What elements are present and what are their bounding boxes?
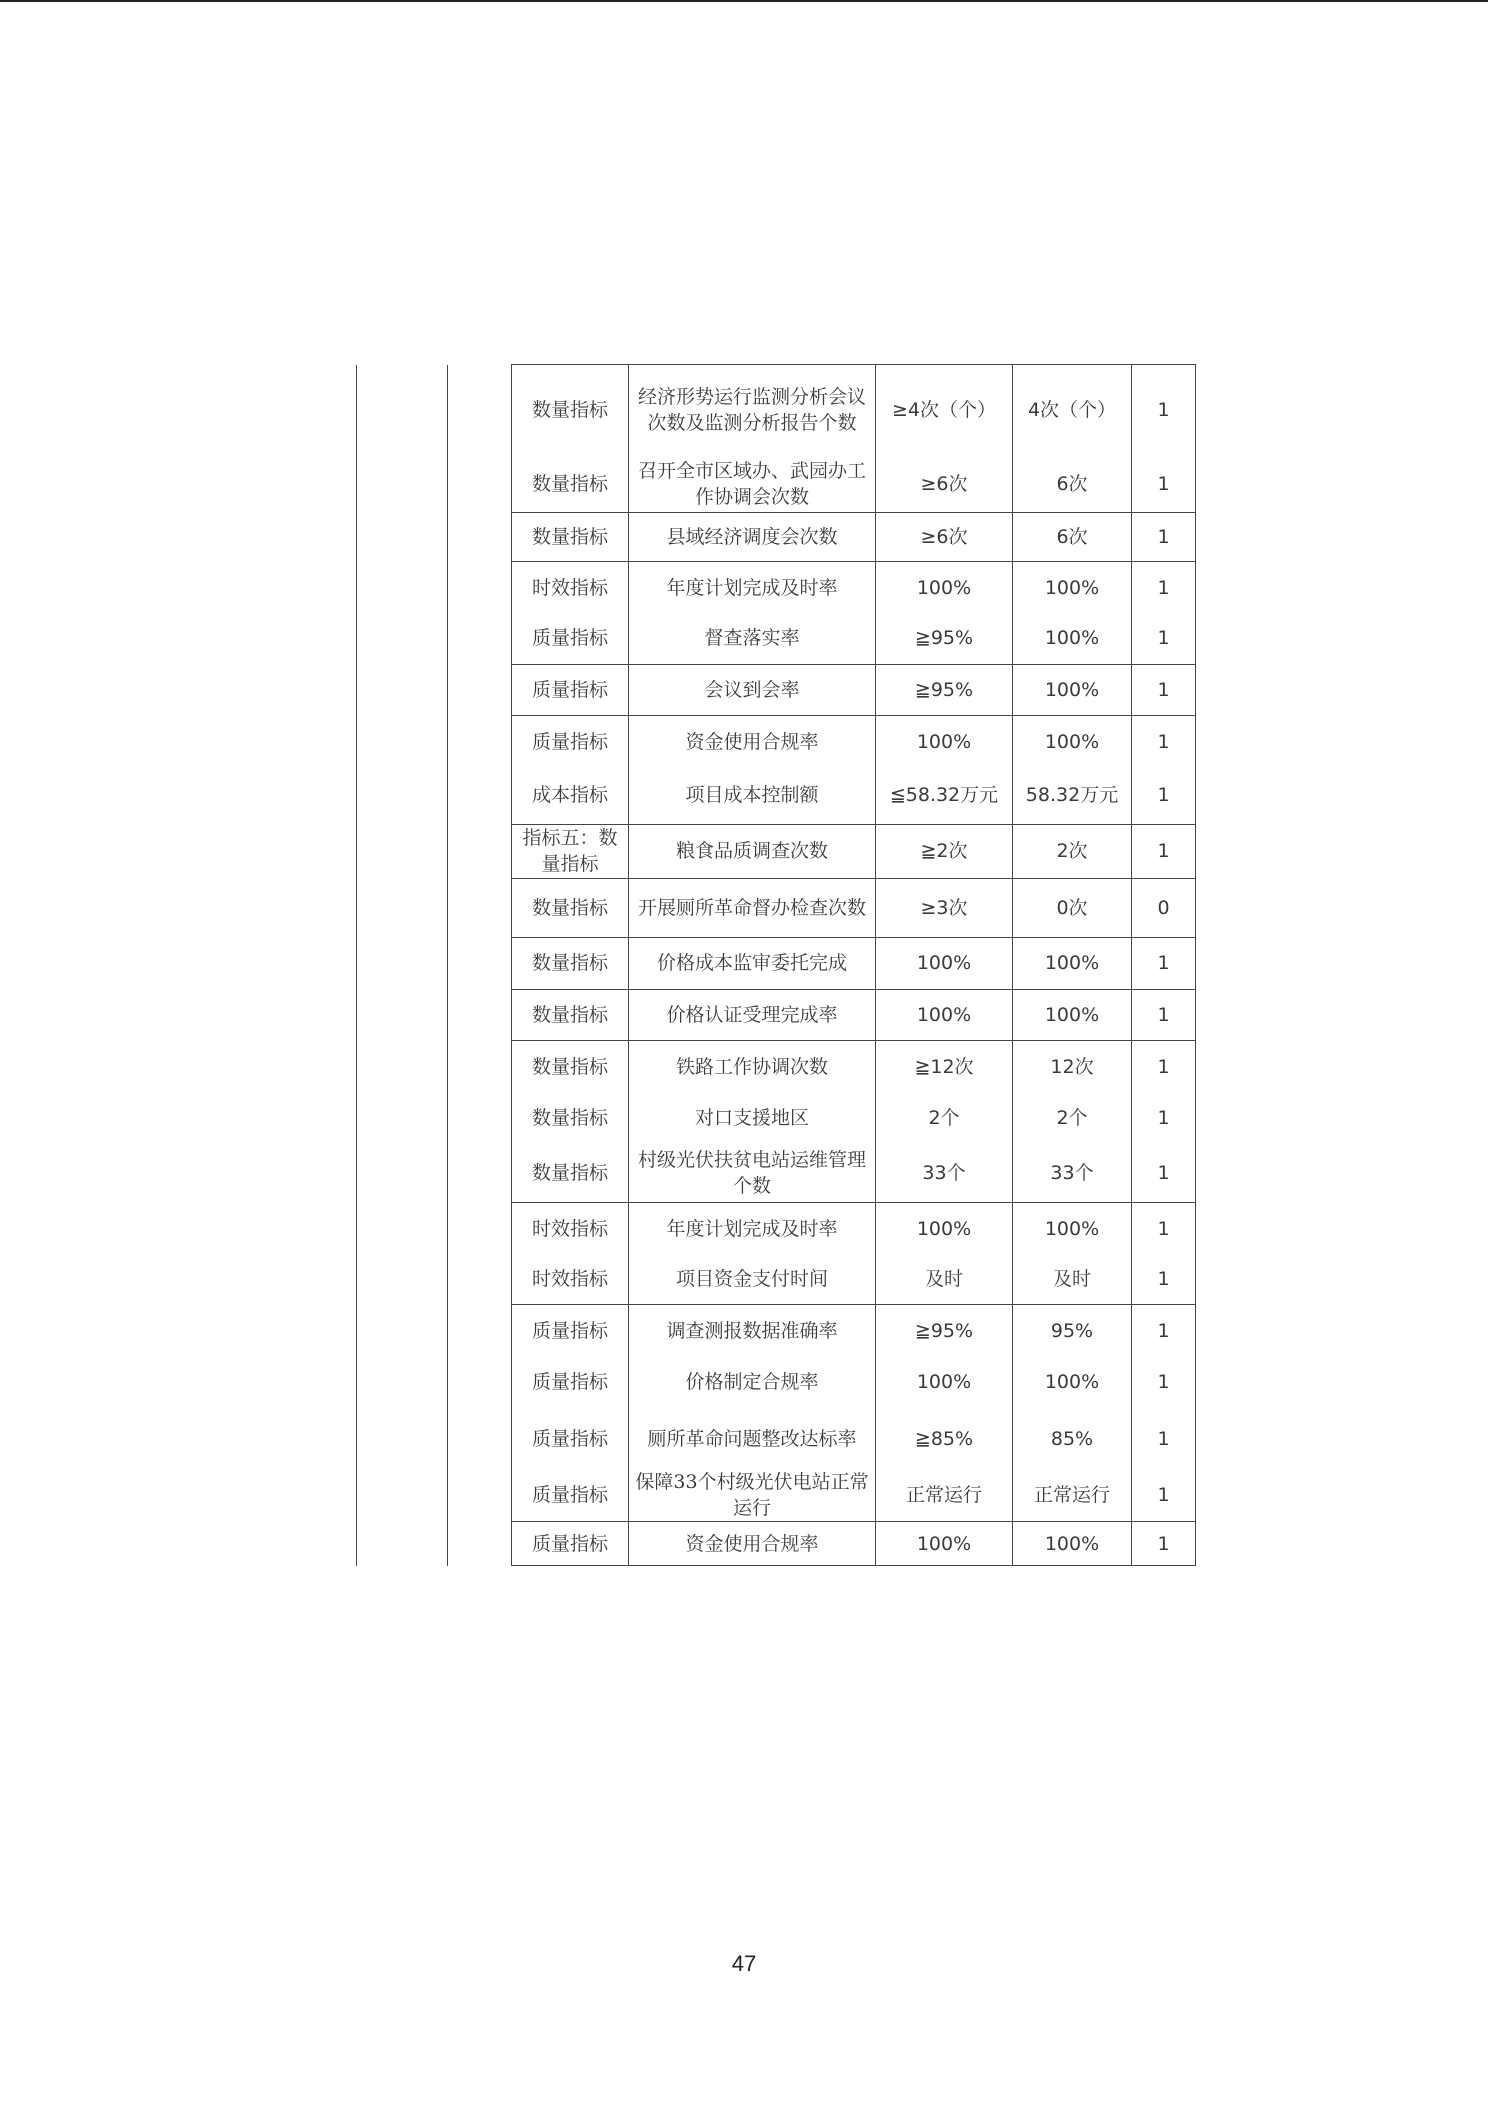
target-value-cell: 2个 bbox=[876, 1093, 1013, 1144]
table-row bbox=[357, 562, 1196, 614]
inner-blank-cell bbox=[448, 989, 512, 1041]
score-cell: 1 bbox=[1132, 1093, 1196, 1144]
indicator-cell: 督查落实率 bbox=[629, 613, 876, 664]
target-value-cell: 正常运行 bbox=[876, 1468, 1013, 1521]
target-value-cell: ≧95% bbox=[876, 613, 1013, 664]
inner-blank-cell bbox=[448, 716, 512, 767]
table-row bbox=[357, 1093, 1196, 1144]
score-cell: 1 bbox=[1132, 513, 1196, 562]
category-cell: 数量指标 bbox=[512, 1093, 629, 1144]
table-row bbox=[357, 613, 1196, 664]
score-cell: 1 bbox=[1132, 613, 1196, 664]
outer-blank-cell bbox=[357, 1522, 448, 1566]
table-row bbox=[357, 1202, 1196, 1254]
target-value-cell: ≧95% bbox=[876, 664, 1013, 716]
score-cell: 1 bbox=[1132, 937, 1196, 989]
target-value-cell: ≥6次 bbox=[876, 456, 1013, 513]
indicator-cell: 经济形势运行监测分析会议次数及监测分析报告个数 bbox=[629, 365, 876, 456]
category-cell: 质量指标 bbox=[512, 1356, 629, 1409]
target-value-cell: ≧12次 bbox=[876, 1041, 1013, 1093]
score-cell: 1 bbox=[1132, 365, 1196, 456]
indicator-cell: 项目成本控制额 bbox=[629, 767, 876, 825]
indicator-cell: 价格制定合规率 bbox=[629, 1356, 876, 1409]
category-cell: 数量指标 bbox=[512, 456, 629, 513]
target-value-cell: 100% bbox=[876, 1522, 1013, 1566]
category-cell: 数量指标 bbox=[512, 937, 629, 989]
category-cell: 数量指标 bbox=[512, 878, 629, 937]
actual-value-cell: 85% bbox=[1013, 1409, 1132, 1469]
category-cell: 时效指标 bbox=[512, 1254, 629, 1305]
indicator-cell: 调查测报数据准确率 bbox=[629, 1305, 876, 1356]
actual-value-cell: 2次 bbox=[1013, 825, 1132, 879]
category-cell: 数量指标 bbox=[512, 1041, 629, 1093]
indicator-cell: 价格成本监审委托完成 bbox=[629, 937, 876, 989]
table-row bbox=[357, 456, 1196, 513]
table-body bbox=[357, 365, 1196, 1566]
inner-blank-cell bbox=[448, 1041, 512, 1093]
category-cell: 数量指标 bbox=[512, 989, 629, 1041]
outer-blank-cell bbox=[357, 1305, 448, 1356]
outer-blank-cell bbox=[357, 365, 448, 456]
inner-blank-cell bbox=[448, 562, 512, 614]
outer-blank-cell bbox=[357, 1041, 448, 1093]
score-cell: 1 bbox=[1132, 1143, 1196, 1202]
table-row bbox=[357, 664, 1196, 716]
inner-blank-cell bbox=[448, 878, 512, 937]
actual-value-cell: 100% bbox=[1013, 562, 1132, 614]
actual-value-cell: 58.32万元 bbox=[1013, 767, 1132, 825]
target-value-cell: ≥6次 bbox=[876, 513, 1013, 562]
category-cell: 质量指标 bbox=[512, 1468, 629, 1521]
target-value-cell: ≥3次 bbox=[876, 878, 1013, 937]
table-row bbox=[357, 1305, 1196, 1356]
indicator-cell: 厕所革命问题整改达标率 bbox=[629, 1409, 876, 1469]
inner-blank-cell bbox=[448, 1356, 512, 1409]
inner-blank-cell bbox=[448, 613, 512, 664]
inner-blank-cell bbox=[448, 1093, 512, 1144]
outer-blank-cell bbox=[357, 613, 448, 664]
category-cell: 成本指标 bbox=[512, 767, 629, 825]
outer-blank-cell bbox=[357, 937, 448, 989]
target-value-cell: 100% bbox=[876, 1202, 1013, 1254]
category-cell: 质量指标 bbox=[512, 613, 629, 664]
score-cell: 1 bbox=[1132, 1522, 1196, 1566]
target-value-cell: ≦58.32万元 bbox=[876, 767, 1013, 825]
category-cell: 质量指标 bbox=[512, 716, 629, 767]
score-cell: 1 bbox=[1132, 1202, 1196, 1254]
actual-value-cell: 95% bbox=[1013, 1305, 1132, 1356]
indicator-cell: 县域经济调度会次数 bbox=[629, 513, 876, 562]
actual-value-cell: 正常运行 bbox=[1013, 1468, 1132, 1521]
indicator-cell: 年度计划完成及时率 bbox=[629, 1202, 876, 1254]
inner-blank-cell bbox=[448, 664, 512, 716]
score-cell: 1 bbox=[1132, 562, 1196, 614]
table-row bbox=[357, 365, 1196, 456]
actual-value-cell: 0次 bbox=[1013, 878, 1132, 937]
actual-value-cell: 6次 bbox=[1013, 456, 1132, 513]
indicator-cell: 项目资金支付时间 bbox=[629, 1254, 876, 1305]
indicator-cell: 村级光伏扶贫电站运维管理个数 bbox=[629, 1143, 876, 1202]
actual-value-cell: 6次 bbox=[1013, 513, 1132, 562]
category-cell: 质量指标 bbox=[512, 1305, 629, 1356]
category-cell: 数量指标 bbox=[512, 1143, 629, 1202]
outer-blank-cell bbox=[357, 1254, 448, 1305]
category-cell: 数量指标 bbox=[512, 513, 629, 562]
score-cell: 0 bbox=[1132, 878, 1196, 937]
target-value-cell: ≥4次（个） bbox=[876, 365, 1013, 456]
actual-value-cell: 100% bbox=[1013, 1356, 1132, 1409]
indicator-cell: 资金使用合规率 bbox=[629, 1522, 876, 1566]
category-cell: 指标五：数量指标 bbox=[512, 825, 629, 879]
table-row bbox=[357, 825, 1196, 879]
table-row bbox=[357, 937, 1196, 989]
inner-blank-cell bbox=[448, 1143, 512, 1202]
performance-indicator-table bbox=[356, 364, 1196, 1566]
outer-blank-cell bbox=[357, 562, 448, 614]
score-cell: 1 bbox=[1132, 716, 1196, 767]
table-row bbox=[357, 878, 1196, 937]
target-value-cell: 100% bbox=[876, 937, 1013, 989]
actual-value-cell: 100% bbox=[1013, 937, 1132, 989]
table-row bbox=[357, 1522, 1196, 1566]
indicator-cell: 粮食品质调查次数 bbox=[629, 825, 876, 879]
inner-blank-cell bbox=[448, 1305, 512, 1356]
outer-blank-cell bbox=[357, 456, 448, 513]
indicator-cell: 召开全市区域办、武园办工作协调会次数 bbox=[629, 456, 876, 513]
score-cell: 1 bbox=[1132, 1468, 1196, 1521]
target-value-cell: 33个 bbox=[876, 1143, 1013, 1202]
inner-blank-cell bbox=[448, 513, 512, 562]
outer-blank-cell bbox=[357, 989, 448, 1041]
outer-blank-cell bbox=[357, 1143, 448, 1202]
inner-blank-cell bbox=[448, 767, 512, 825]
target-value-cell: 100% bbox=[876, 989, 1013, 1041]
actual-value-cell: 及时 bbox=[1013, 1254, 1132, 1305]
indicator-cell: 开展厕所革命督办检查次数 bbox=[629, 878, 876, 937]
page-top-border bbox=[0, 0, 1488, 2]
page-number: 47 bbox=[731, 1951, 757, 1976]
outer-blank-cell bbox=[357, 1409, 448, 1469]
actual-value-cell: 33个 bbox=[1013, 1143, 1132, 1202]
inner-blank-cell bbox=[448, 365, 512, 456]
inner-blank-cell bbox=[448, 1254, 512, 1305]
inner-blank-cell bbox=[448, 1468, 512, 1521]
inner-blank-cell bbox=[448, 456, 512, 513]
target-value-cell: ≧2次 bbox=[876, 825, 1013, 879]
outer-blank-cell bbox=[357, 767, 448, 825]
score-cell: 1 bbox=[1132, 825, 1196, 879]
outer-blank-cell bbox=[357, 716, 448, 767]
actual-value-cell: 100% bbox=[1013, 1202, 1132, 1254]
actual-value-cell: 100% bbox=[1013, 1522, 1132, 1566]
inner-blank-cell bbox=[448, 937, 512, 989]
outer-blank-cell bbox=[357, 878, 448, 937]
table-row bbox=[357, 1468, 1196, 1521]
target-value-cell: ≧85% bbox=[876, 1409, 1013, 1469]
performance-indicator-table-wrapper bbox=[356, 364, 1195, 1566]
score-cell: 1 bbox=[1132, 1356, 1196, 1409]
actual-value-cell: 100% bbox=[1013, 664, 1132, 716]
score-cell: 1 bbox=[1132, 456, 1196, 513]
target-value-cell: 100% bbox=[876, 1356, 1013, 1409]
category-cell: 时效指标 bbox=[512, 562, 629, 614]
actual-value-cell: 2个 bbox=[1013, 1093, 1132, 1144]
indicator-cell: 价格认证受理完成率 bbox=[629, 989, 876, 1041]
table-row bbox=[357, 767, 1196, 825]
actual-value-cell: 100% bbox=[1013, 989, 1132, 1041]
table-row bbox=[357, 513, 1196, 562]
table-row bbox=[357, 1143, 1196, 1202]
indicator-cell: 铁路工作协调次数 bbox=[629, 1041, 876, 1093]
outer-blank-cell bbox=[357, 1202, 448, 1254]
outer-blank-cell bbox=[357, 1093, 448, 1144]
table-row bbox=[357, 1409, 1196, 1469]
score-cell: 1 bbox=[1132, 767, 1196, 825]
outer-blank-cell bbox=[357, 1356, 448, 1409]
target-value-cell: 100% bbox=[876, 716, 1013, 767]
table-row bbox=[357, 989, 1196, 1041]
category-cell: 质量指标 bbox=[512, 664, 629, 716]
score-cell: 1 bbox=[1132, 1254, 1196, 1305]
inner-blank-cell bbox=[448, 1522, 512, 1566]
outer-blank-cell bbox=[357, 513, 448, 562]
outer-blank-cell bbox=[357, 1468, 448, 1521]
inner-blank-cell bbox=[448, 1409, 512, 1469]
score-cell: 1 bbox=[1132, 1409, 1196, 1469]
table-row bbox=[357, 1041, 1196, 1093]
category-cell: 质量指标 bbox=[512, 1409, 629, 1469]
inner-blank-cell bbox=[448, 1202, 512, 1254]
category-cell: 质量指标 bbox=[512, 1522, 629, 1566]
table-row bbox=[357, 1254, 1196, 1305]
outer-blank-cell bbox=[357, 664, 448, 716]
score-cell: 1 bbox=[1132, 1305, 1196, 1356]
actual-value-cell: 100% bbox=[1013, 716, 1132, 767]
outer-blank-cell bbox=[357, 825, 448, 879]
score-cell: 1 bbox=[1132, 664, 1196, 716]
inner-blank-cell bbox=[448, 825, 512, 879]
actual-value-cell: 4次（个） bbox=[1013, 365, 1132, 456]
actual-value-cell: 100% bbox=[1013, 613, 1132, 664]
indicator-cell: 会议到会率 bbox=[629, 664, 876, 716]
category-cell: 时效指标 bbox=[512, 1202, 629, 1254]
target-value-cell: ≧95% bbox=[876, 1305, 1013, 1356]
indicator-cell: 对口支援地区 bbox=[629, 1093, 876, 1144]
target-value-cell: 及时 bbox=[876, 1254, 1013, 1305]
table-row bbox=[357, 716, 1196, 767]
indicator-cell: 年度计划完成及时率 bbox=[629, 562, 876, 614]
category-cell: 数量指标 bbox=[512, 365, 629, 456]
table-row bbox=[357, 1356, 1196, 1409]
indicator-cell: 保障33个村级光伏电站正常运行 bbox=[629, 1468, 876, 1521]
score-cell: 1 bbox=[1132, 989, 1196, 1041]
indicator-cell: 资金使用合规率 bbox=[629, 716, 876, 767]
target-value-cell: 100% bbox=[876, 562, 1013, 614]
score-cell: 1 bbox=[1132, 1041, 1196, 1093]
actual-value-cell: 12次 bbox=[1013, 1041, 1132, 1093]
